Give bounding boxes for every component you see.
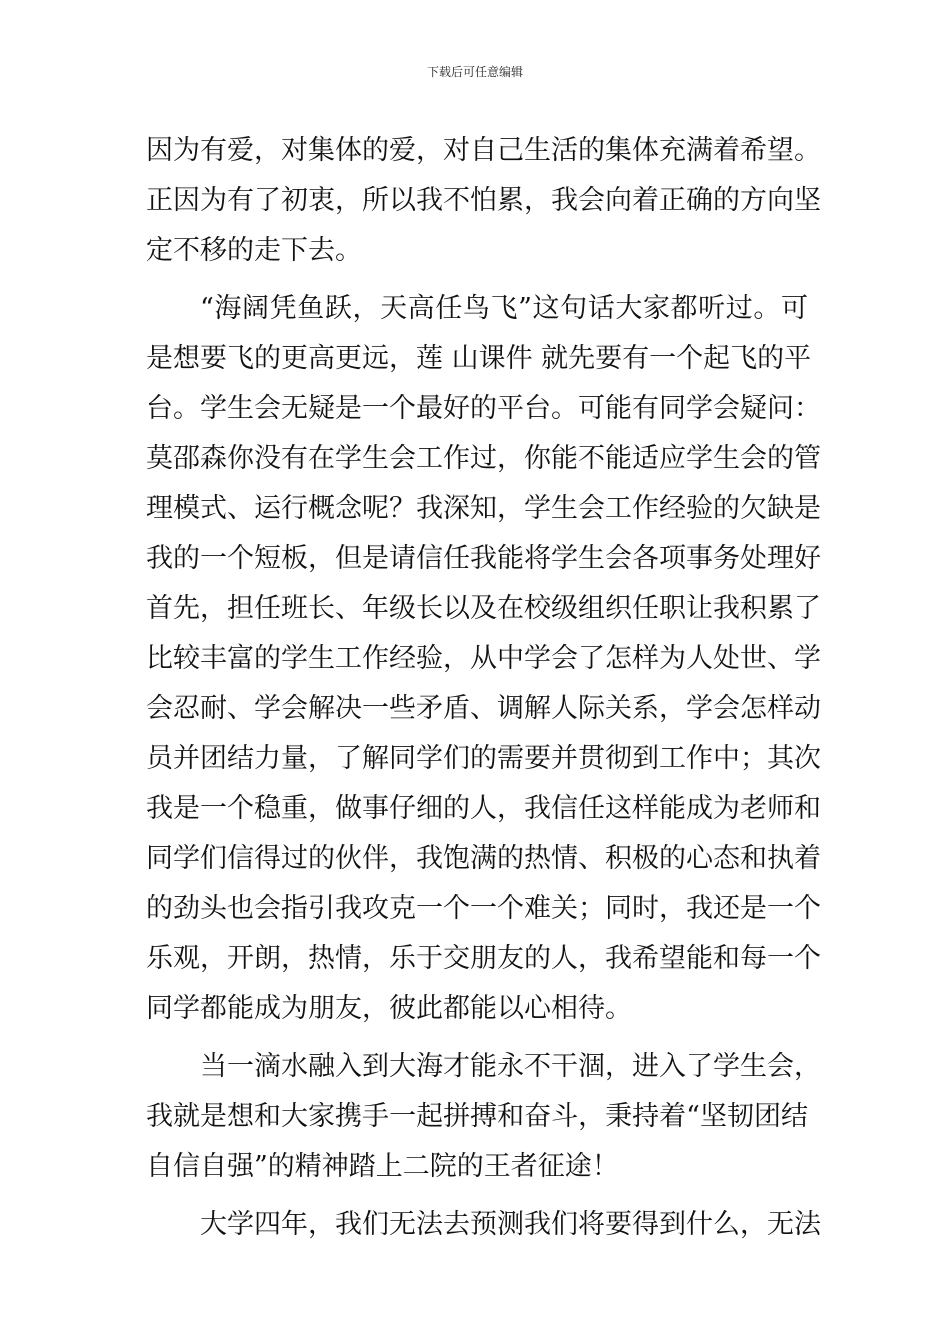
text-line: 台。学生会无疑是一个最好的平台。可能有同学会疑问： xyxy=(146,393,821,424)
text-line: 的劲头也会指引我攻克一个一个难关；同时，我还是一个 xyxy=(146,893,821,924)
text-line: 首先，担任班长、年级长以及在校级组织任职让我积累了 xyxy=(146,593,821,624)
text-line: 理模式、运行概念呢？我深知，学生会工作经验的欠缺是 xyxy=(146,493,821,524)
text-line: 因为有爱，对集体的爱，对自己生活的集体充满着希望。 xyxy=(146,135,821,166)
text-line: 莫邵森你没有在学生会工作过，你能不能适应学生会的管 xyxy=(146,443,821,474)
text-line: 乐观，开朗，热情，乐于交朋友的人，我希望能和每一个 xyxy=(146,943,821,974)
text-line: 同学们信得过的伙伴，我饱满的热情、积极的心态和执着 xyxy=(146,843,821,874)
text-line: “海阔凭鱼跃，天高任鸟飞”这句话大家都听过。可 xyxy=(200,293,808,324)
paragraph xyxy=(146,284,821,1034)
paragraph xyxy=(146,1042,821,1192)
text-line: 我的一个短板，但是请信任我能将学生会各项事务处理好 xyxy=(146,543,821,574)
text-line: 会忍耐、学会解决一些矛盾、调解人际关系，学会怎样动 xyxy=(146,693,821,724)
text-line: 定不移的走下去。 xyxy=(146,235,362,266)
text-line: 当一滴水融入到大海才能永不干涸，进入了学生会， xyxy=(200,1051,821,1082)
text-line: 我是一个稳重，做事仔细的人，我信任这样能成为老师和 xyxy=(146,793,821,824)
paragraph xyxy=(146,1200,821,1250)
text-line: 我就是想和大家携手一起拼搏和奋斗，秉持着“坚韧团结 xyxy=(146,1101,808,1132)
page-header-note: 下载后可任意编辑 xyxy=(426,65,523,79)
text-line: 是想要飞的更高更远，莲 山课件 就先要有一个起飞的平 xyxy=(146,343,812,374)
paragraph xyxy=(146,126,821,276)
text-line: 大学四年，我们无法去预测我们将要得到什么，无法 xyxy=(200,1209,821,1240)
text-line: 员并团结力量，了解同学们的需要并贯彻到工作中；其次 xyxy=(146,743,821,774)
document-body xyxy=(146,126,821,1258)
text-line: 自信自强”的精神踏上二院的王者征途！ xyxy=(146,1151,619,1182)
text-line: 同学都能成为朋友，彼此都能以心相待。 xyxy=(146,993,632,1024)
text-line: 比较丰富的学生工作经验，从中学会了怎样为人处世、学 xyxy=(146,643,821,674)
text-line: 正因为有了初衷，所以我不怕累，我会向着正确的方向坚 xyxy=(146,185,821,216)
